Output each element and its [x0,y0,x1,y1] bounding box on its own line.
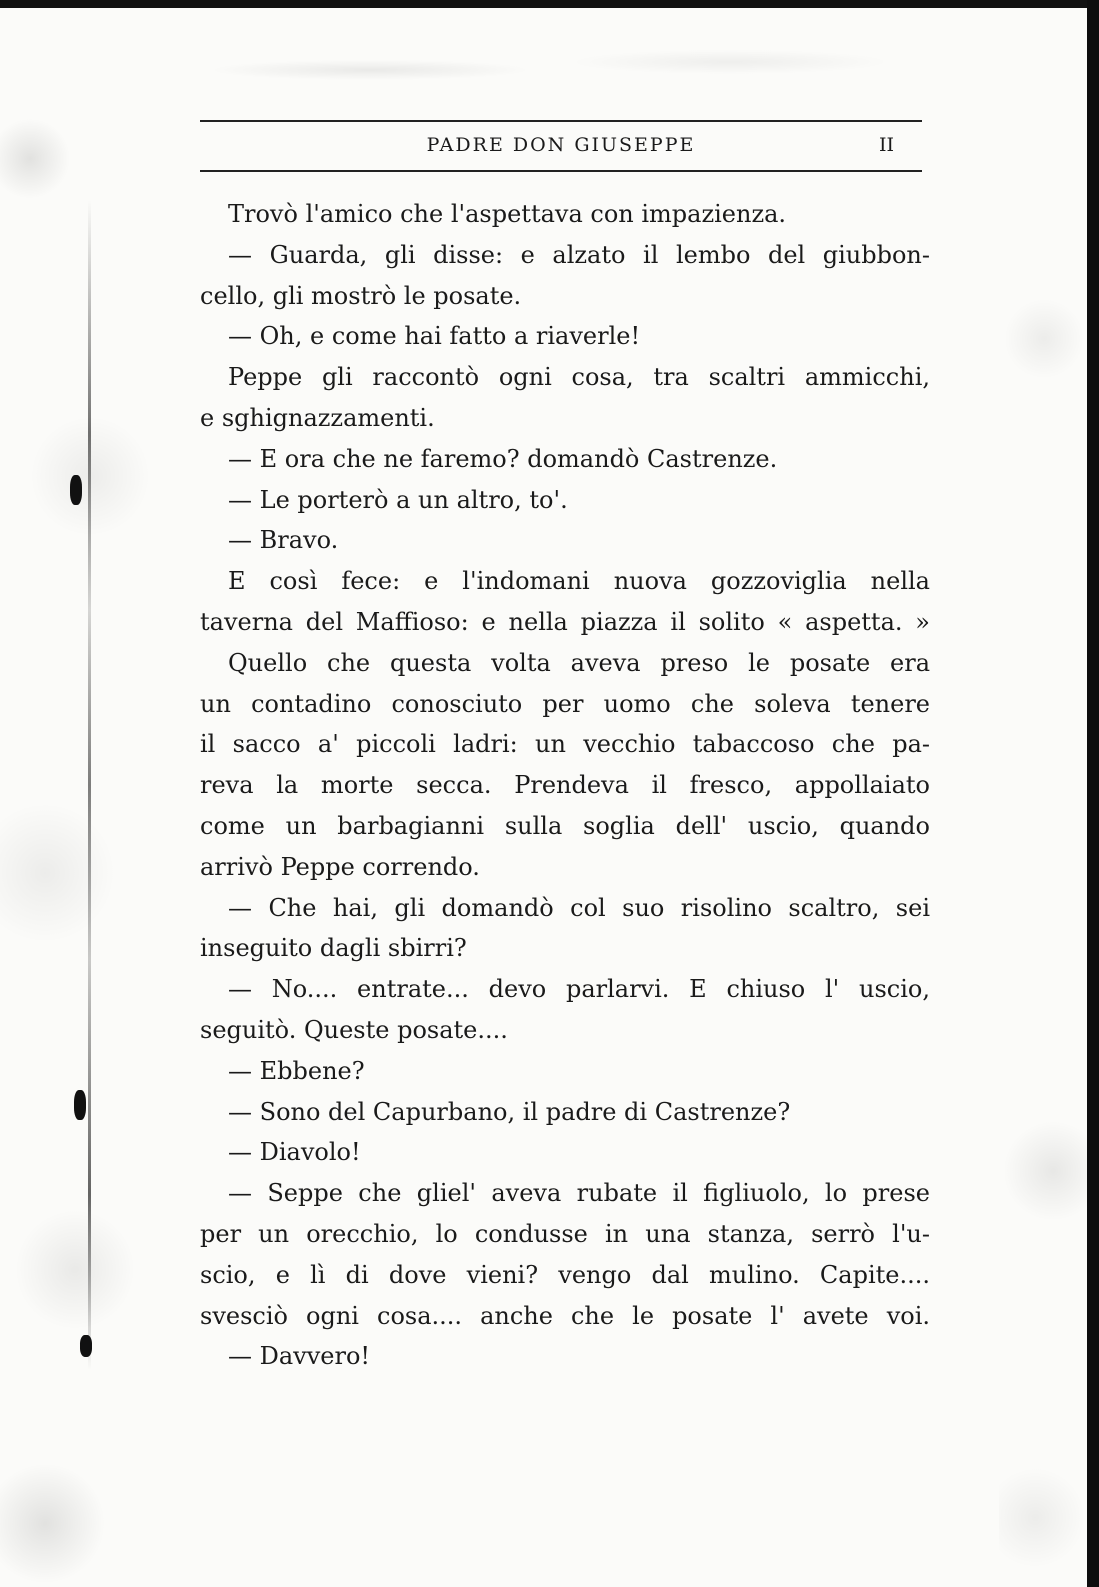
text-line: inseguito dagli sbirri? [200,934,467,963]
text-line: Quello che questa volta aveva preso le posate era [228,648,930,677]
binding-mark [74,1090,86,1120]
scan-speckle-right [999,200,1089,1587]
text-line: — Oh, e come hai fatto a riaverle! [228,322,641,351]
text-line: il sacco a' piccoli ladri: un vecchio tabaccoso che pa- [200,730,930,759]
header-rule-top [200,120,922,122]
text-line: — Che hai, gli domandò col suo risolino scaltro, sei [228,893,930,922]
text-line: svesciò ogni cosa.... anche che le posate l' avete voi. [200,1301,930,1330]
text-line: arrivò Peppe correndo. [200,852,480,881]
header-rule-bottom [200,170,922,172]
text-line: come un barbagianni sulla soglia dell' uscio, quando [200,811,930,840]
text-line: un contadino conosciuto per uomo che soleva tenere [200,689,930,718]
running-title: PADRE DON GIUSEPPE [426,134,696,156]
text-line: — Le porterò a un altro, to'. [228,485,568,514]
running-head [200,134,922,160]
text-line: per un orecchio, lo condusse in una stanza, serrò l'u- [200,1219,930,1248]
scan-speckle-top [100,30,1000,110]
text-line: — No.... entrate... devo parlarvi. E chiuso l' uscio, [228,975,930,1004]
text-line: E così fece: e l'indomani nuova gozzoviglia nella [228,567,930,596]
text-line: Trovò l'amico che l'aspettava con impazienza. [228,200,787,228]
text-line: — Davvero! [228,1342,371,1371]
text-line: — Seppe che gliel' aveva rubate il figliuolo, lo prese [228,1179,930,1208]
body-text [200,194,930,1377]
binding-line [88,200,91,1370]
text-line: scio, e lì di dove vieni? vengo dal mulino. Capite.... [200,1260,930,1289]
text-line: e sghignazzamenti. [200,403,435,432]
text-line: cello, gli mostrò le posate. [200,281,522,310]
binding-mark [80,1335,92,1357]
text-line: — Sono del Capurbano, il padre di Castrenze? [228,1097,791,1126]
text-line: — Bravo. [228,526,339,555]
text-line: — E ora che ne faremo? domandò Castrenze. [228,444,778,473]
text-line: Peppe gli raccontò ogni cosa, tra scaltri ammicchi, [228,363,930,392]
text-line: — Guarda, gli disse: e alzato il lembo del giubbon- [228,240,930,269]
page-number: II [878,134,894,156]
scan-right-edge [1087,0,1099,1587]
text-line: reva la morte secca. Prendeva il fresco, appollaiato [200,771,930,800]
text-line: seguitò. Queste posate.... [200,1015,508,1044]
text-line: — Ebbene? [228,1056,365,1085]
text-line: — Diavolo! [228,1138,361,1167]
scan-speckle-left [0,0,150,1587]
text-line: taverna del Maffioso: e nella piazza il solito « aspetta. » [200,607,930,636]
binding-mark [70,475,82,505]
scan-top-edge [0,0,1099,8]
